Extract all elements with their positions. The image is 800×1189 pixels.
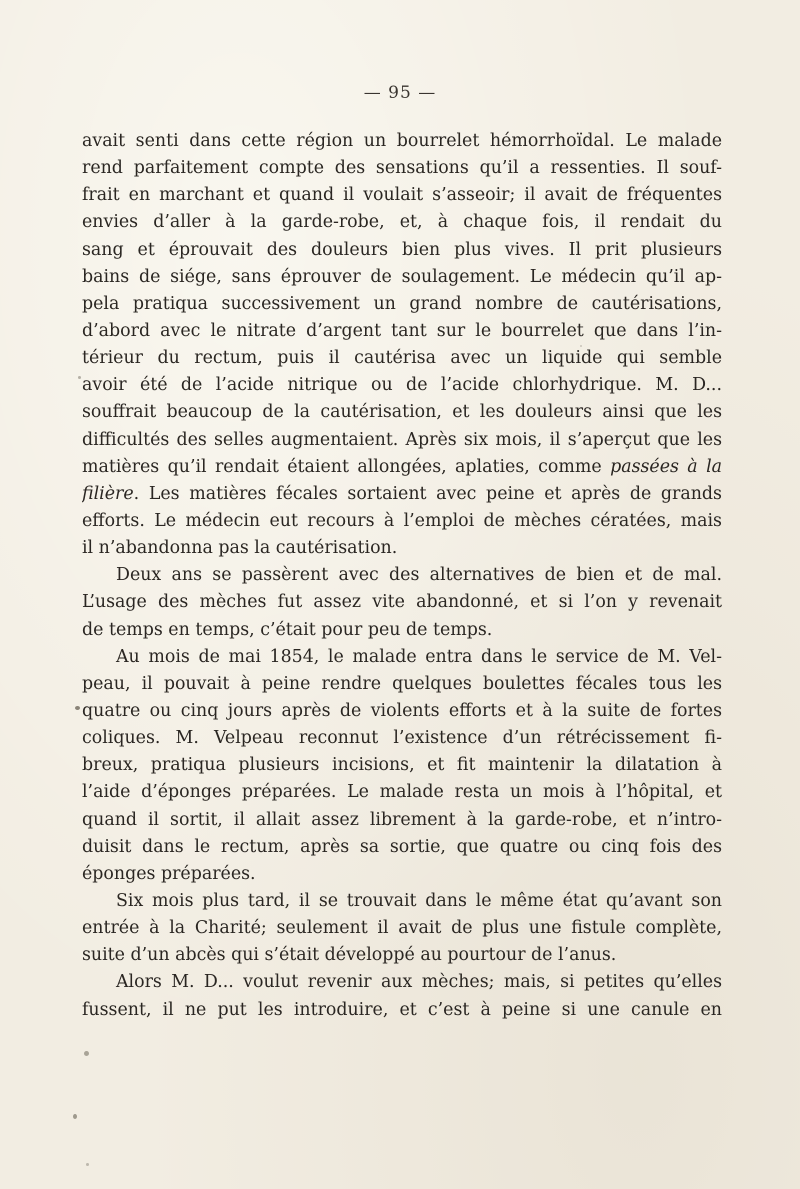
text-line: quatre ou cinq jours après de violents efforts et à la suite de fortes <box>82 700 722 721</box>
paper-speck <box>580 345 582 347</box>
text-line: quand il sortit, il allait assez librement à la garde-robe, et n’intro- <box>82 809 722 830</box>
text-line: de temps en temps, c’était pour peu de temps. <box>82 619 493 640</box>
paper-speck <box>73 1114 77 1119</box>
page-number: — 95 — <box>363 83 437 103</box>
paper-speck <box>75 706 80 710</box>
paper-speck <box>86 1163 89 1166</box>
text-line: avoir été de l’acide nitrique ou de l’acide chlorhydrique. M. D... <box>82 375 722 396</box>
text-line: Alors M. D... voulut revenir aux mèches; mais, si petites qu’elles <box>116 972 722 993</box>
text-line: avait senti dans cette région un bourrelet hémorrhoïdal. Le malade <box>82 131 722 151</box>
text-line: il n’abandonna pas la cautérisation. <box>82 538 398 559</box>
text-line: breux, pratiqua plusieurs incisions, et fit maintenir la dilatation à <box>82 755 722 776</box>
text-line: éponges préparées. <box>82 863 256 884</box>
text-line: coliques. M. Velpeau reconnut l’existence d’un rétrécissement fi- <box>82 728 722 749</box>
text-line: térieur du rectum, puis il cautérisa avec un liquide qui semble <box>82 348 722 369</box>
text-line: d’abord avec le nitrate d’argent tant sur le bourrelet que dans l’in- <box>82 320 722 341</box>
text-line: Six mois plus tard, il se trouvait dans le même état qu’avant son <box>116 890 722 911</box>
text-line: Au mois de mai 1854, le malade entra dans le service de M. Vel- <box>116 646 722 667</box>
text-line-mixed <box>82 454 722 481</box>
italic-phrase: passées à la <box>610 456 722 477</box>
italic-word: filière <box>82 483 134 504</box>
text-line: difficultés des selles augmentaient. Après six mois, il s’aperçut que les <box>82 429 722 450</box>
text-line: Deux ans se passèrent avec des alternatives de bien et de mal. <box>116 565 722 586</box>
paper-speck <box>78 376 81 379</box>
text-line: duisit dans le rectum, après sa sortie, que quatre ou cinq fois des <box>82 836 722 857</box>
text-line: L’usage des mèches fut assez vite abandonné, et si l’on y revenait <box>82 592 722 613</box>
text-line: souffrait beaucoup de la cautérisation, et les douleurs ainsi que les <box>82 402 722 423</box>
text-line: bains de siége, sans éprouver de soulagement. Le médecin qu’il ap- <box>82 266 722 287</box>
text-line: fussent, il ne put les introduire, et c’est à peine si une canule en <box>82 999 722 1020</box>
paper-speck <box>84 1051 89 1056</box>
text-line: entrée à la Charité; seulement il avait de plus une fistule complète, <box>82 918 722 939</box>
body-text <box>82 128 722 1024</box>
text-line: peau, il pouvait à peine rendre quelques boulettes fécales tous les <box>82 673 722 694</box>
text-line-mixed <box>82 481 722 508</box>
text-line: rend parfaitement compte des sensations qu’il a ressenties. Il souf- <box>82 158 722 179</box>
text-line: frait en marchant et quand il voulait s’asseoir; il avait de fréquentes <box>82 185 722 206</box>
text-segment: matières qu’il rendait étaient allongées, aplaties, comme <box>82 456 602 477</box>
text-line: pela pratiqua successivement un grand nombre de cautérisations, <box>82 293 722 314</box>
text-line: sang et éprouvait des douleurs bien plus vives. Il prit plusieurs <box>82 239 722 260</box>
text-segment: . Les matières fécales sortaient avec peine et après de grands <box>133 483 722 504</box>
text-line: suite d’un abcès qui s’était développé au pourtour de l’anus. <box>82 945 617 966</box>
text-line: envies d’aller à la garde-robe, et, à chaque fois, il rendait du <box>82 212 722 233</box>
text-line: efforts. Le médecin eut recours à l’emploi de mèches cératées, mais <box>82 510 722 531</box>
text-line: l’aide d’éponges préparées. Le malade resta un mois à l’hôpital, et <box>82 782 722 803</box>
